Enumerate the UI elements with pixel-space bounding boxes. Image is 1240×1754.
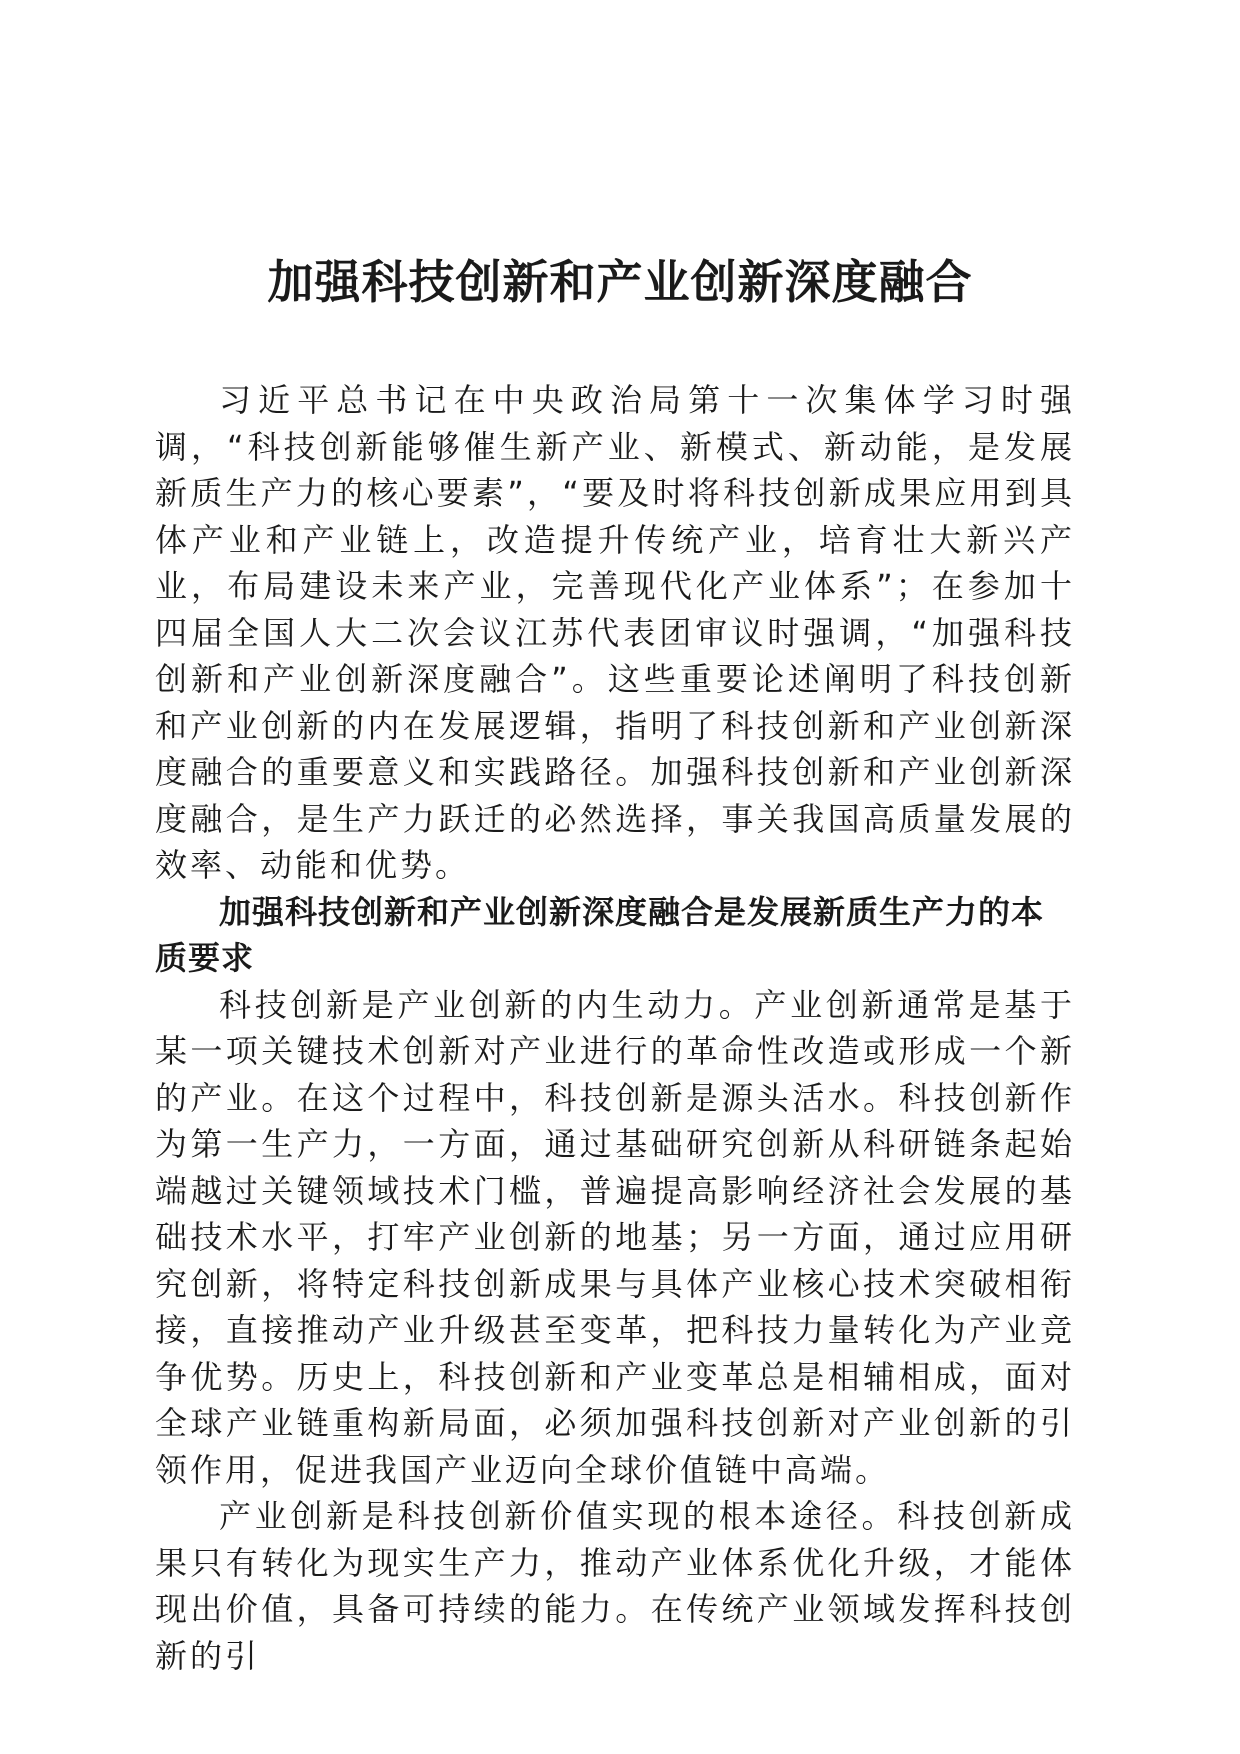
body-paragraph-industry-innovation: 产业创新是科技创新价值实现的根本途径。科技创新成果只有转化为现实生产力，推动产业体系优化升级，才能体现出价值，具备可持续的能力。在传统产业领域发挥科技创新的引 [155,1497,1075,1675]
intro-paragraph: 习近平总书记在中央政治局第十一次集体学习时强调，“科技创新能够催生新产业、新模式、新动能，是发展新质生产力的核心要素”，“要及时将科技创新成果应用到具体产业和产业链上，改造提升传统产业，培育壮大新兴产业，布局建设未来产业，完善现代化产业体系”；在参加十四届全国人大二次会议江苏代表团审议时强调，“加强科技创新和产业创新深度融合”。这些重要论述阐明了科技创新和产业创新的内在发展逻辑，指明了科技创新和产业创新深度融合的重要意义和实践路径。加强科技创新和产业创新深度融合，是生产力跃迁的必然选择，事关我国高质量发展的效率、动能和优势。 [155,381,1075,884]
section-heading: 加强科技创新和产业创新深度融合是发展新质生产力的本质要求 [155,892,1045,977]
body-paragraph-tech-innovation: 科技创新是产业创新的内生动力。产业创新通常是基于某一项关键技术创新对产业进行的革命性改造或形成一个新的产业。在这个过程中，科技创新是源头活水。科技创新作为第一生产力，一方面，通过基础研究创新从科研链条起始端越过关键领域技术门槛，普遍提高影响经济社会发展的基础技术水平，打牢产业创新的地基；另一方面，通过应用研究创新，将特定科技创新成果与具体产业核心技术突破相衔接，直接推动产业升级甚至变革，把科技力量转化为产业竞争优势。历史上，科技创新和产业变革总是相辅相成，面对全球产业链重构新局面，必须加强科技创新对产业创新的引领作用，促进我国产业迈向全球价值链中高端。 [155,985,1075,1489]
document-title: 加强科技创新和产业创新深度融合 [267,255,973,309]
document-body [155,377,1075,1679]
